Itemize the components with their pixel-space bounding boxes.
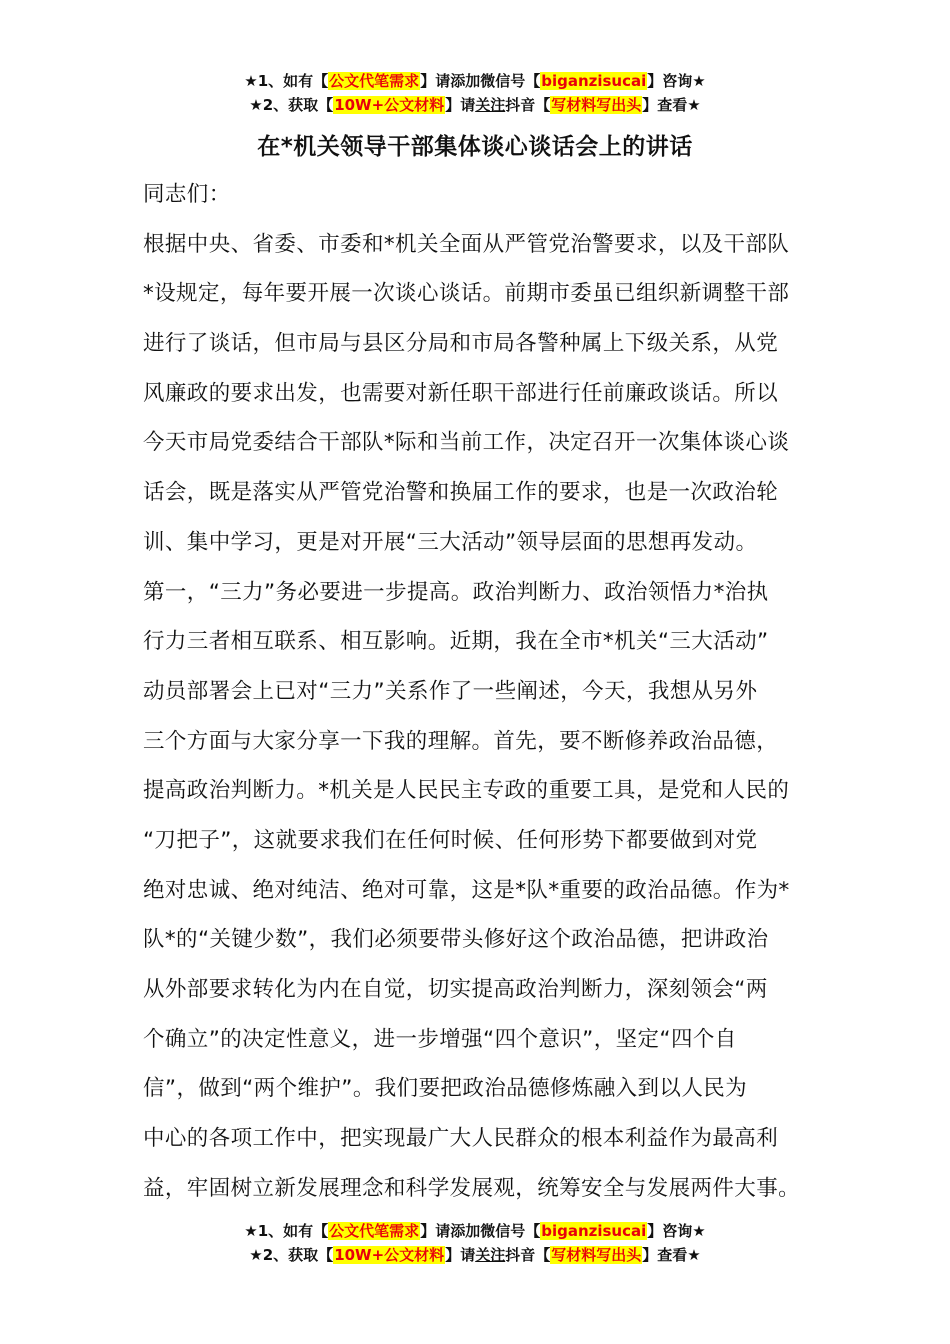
body-line: 今天市局党委结合干部队*际和当前工作，决定召开一次集体谈心谈	[143, 430, 790, 456]
promo-footer	[0, 1220, 950, 1268]
body-line: 根据中央、省委、市委和*机关全面从严管党治警要求，以及干部队	[143, 231, 790, 257]
promo-text: ★2、获取【	[249, 96, 334, 114]
promo-highlight: 10W+公文材料	[334, 96, 445, 114]
body-line: 同志们：	[143, 182, 231, 207]
body-line: 中心的各项工作中，把实现最广大人民群众的根本利益作为最高利	[143, 1126, 779, 1152]
promo-highlight: 公文代笔需求	[329, 1222, 420, 1240]
promo-text: 】请	[445, 1246, 476, 1264]
promo-text: 抖音【	[505, 96, 551, 114]
body-line: 动员部署会上已对“三力”关系作了一些阐述，今天，我想从另外	[143, 678, 758, 704]
body-line: 话会，既是落实从严管党治警和换届工作的要求，也是一次政治轮	[143, 480, 779, 506]
promo-text: 】请添加微信号【	[420, 1222, 541, 1240]
body-line: 绝对忠诚、绝对纯洁、绝对可靠，这是*队*重要的政治品德。作为*	[143, 877, 790, 903]
body-line: 益，牢固树立新发展理念和科学发展观，统筹安全与发展两件大事。	[143, 1175, 801, 1201]
body-line: 风廉政的要求出发，也需要对新任职干部进行任前廉政谈话。所以	[143, 380, 779, 406]
promo-underlined: 关注	[475, 96, 506, 114]
promo-text: 】请	[445, 96, 476, 114]
promo-underlined: 关注	[475, 1246, 506, 1264]
promo-highlight-douyin: 写材料写出头	[551, 96, 642, 114]
document-title: 在*机关领导干部集体谈心谈话会上的讲话	[257, 134, 693, 160]
body-line: 三个方面与大家分享一下我的理解。首先，要不断修养政治品德，	[143, 728, 779, 754]
body-line: 提高政治判断力。*机关是人民民主专政的重要工具，是党和人民的	[143, 778, 790, 804]
body-line: 第一，“三力”务必要进一步提高。政治判断力、政治领悟力*治执	[143, 579, 769, 605]
promo-line-1	[0, 70, 950, 94]
promo-text: ★1、如有【	[244, 1222, 329, 1240]
promo-line-1	[0, 1220, 950, 1244]
body-line: “刀把子”，这就要求我们在任何时候、任何形势下都要做到对党	[143, 827, 758, 853]
promo-highlight: 10W+公文材料	[334, 1246, 445, 1264]
promo-text: 】咨询★	[647, 72, 706, 90]
promo-text: ★1、如有【	[244, 72, 329, 90]
body-line: 进行了谈话，但市局与县区分局和市局各警种属上下级关系，从党	[143, 331, 779, 357]
body-line: 训、集中学习，更是对开展“三大活动”领导层面的思想再发动。	[143, 529, 758, 555]
promo-highlight-douyin: 写材料写出头	[551, 1246, 642, 1264]
promo-text: 】咨询★	[647, 1222, 706, 1240]
body-line: 从外部要求转化为内在自觉，切实提高政治判断力，深刻领会“两	[143, 977, 768, 1002]
promo-line-2	[0, 1244, 950, 1268]
body-line: *设规定，每年要开展一次谈心谈话。前期市委虽已组织新调整干部	[143, 281, 790, 307]
body-line: 个确立”的决定性意义，进一步增强“四个意识”，坚定“四个自	[143, 1026, 737, 1052]
body-line: 行力三者相互联系、相互影响。近期，我在全市*机关“三大活动”	[143, 629, 769, 655]
promo-highlight-wechat: biganzisucai	[541, 1222, 647, 1240]
promo-header	[0, 70, 950, 118]
promo-text: 】请添加微信号【	[420, 72, 541, 90]
body-line: 队*的“关键少数”，我们必须要带头修好这个政治品德，把讲政治	[143, 927, 769, 953]
body-line: 信”，做到“两个维护”。我们要把政治品德修炼融入到以人民为	[143, 1076, 748, 1102]
promo-text: 】查看★	[642, 1246, 701, 1264]
promo-highlight: 公文代笔需求	[329, 72, 420, 90]
promo-text: 抖音【	[505, 1246, 551, 1264]
document-body	[143, 174, 823, 1217]
promo-highlight-wechat: biganzisucai	[541, 72, 647, 90]
promo-text: ★2、获取【	[249, 1246, 334, 1264]
promo-text: 】查看★	[642, 96, 701, 114]
promo-line-2	[0, 94, 950, 118]
